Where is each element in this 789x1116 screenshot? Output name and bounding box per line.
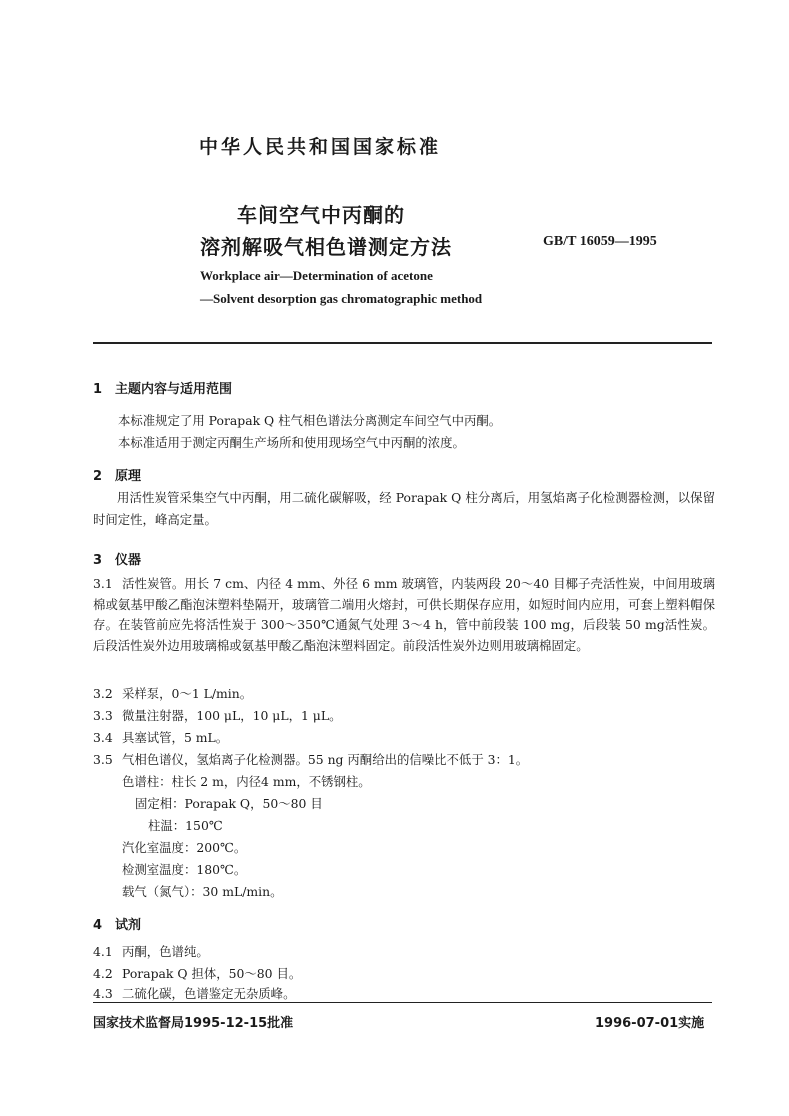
item-number: 3.2 xyxy=(93,686,113,701)
item-text: Porapak Q 担体，50～80 目。 xyxy=(122,966,302,981)
section-number: 1 xyxy=(93,382,103,397)
item-text: 活性炭管。用长 7 cm、内径 4 mm、外径 6 mm 玻璃管，内装两段 20～40 目椰子壳活性炭，中间用玻璃棉或氨基甲酸乙酯泡沫塑料垫隔开，玻璃管二端用火熔封，可供长期保存应用，如短时间内应用，可套上塑料帽保存。在装管前应先将活性炭于 300～350℃通氮气处理 3～4 h，管中前段装 100 mg，后段装 50 mg活性炭。后段活性炭外边用玻璃棉或氨基甲酸乙酯泡沫塑料固定。前段活性炭外边则用玻璃棉固定。 xyxy=(93,576,715,653)
section-title: 主题内容与适用范围 xyxy=(115,382,233,397)
item-3-4 xyxy=(93,728,228,746)
section-number: 2 xyxy=(93,469,103,484)
effective-date: 1996-07-01实施 xyxy=(595,1016,705,1031)
section-1-heading xyxy=(93,378,232,397)
approval-issuer: 国家技术监督局1995-12-15批准 xyxy=(93,1016,294,1031)
item-3-3 xyxy=(93,706,341,724)
item-number: 3.4 xyxy=(93,730,113,745)
item-4-3 xyxy=(93,984,295,1002)
section-1-paragraph-2: 本标准适用于测定丙酮生产场所和使用现场空气中丙酮的浓度。 xyxy=(118,435,465,450)
title-line-2: 溶剂解吸气相色谱测定方法 xyxy=(200,235,452,259)
item-3-2 xyxy=(93,684,252,702)
english-title-line-1: Workplace air—Determination of acetone xyxy=(200,268,433,283)
item-text: 二硫化碳，色谱鉴定无杂质峰。 xyxy=(122,986,296,1001)
item-4-2 xyxy=(93,964,301,982)
section-4-heading xyxy=(93,914,141,933)
section-title: 试剂 xyxy=(115,918,142,933)
section-1-paragraph-1: 本标准规定了用 Porapak Q 柱气相色谱法分离测定车间空气中丙酮。 xyxy=(118,413,502,428)
section-2-paragraph-1: 用活性炭管采集空气中丙酮，用二硫化碳解吸，经 Porapak Q 柱分离后，用氢焰离子化检测器检测，以保留时间定性，峰高定量。 xyxy=(93,490,715,527)
vaporizer-temperature: 汽化室温度：200℃。 xyxy=(122,840,247,855)
item-number: 4.2 xyxy=(93,966,113,981)
item-text: 具塞试管，5 mL。 xyxy=(122,730,229,745)
item-number: 3.3 xyxy=(93,708,113,723)
section-title: 原理 xyxy=(115,469,142,484)
item-3-5 xyxy=(93,750,528,768)
detector-temperature: 检测室温度：180℃。 xyxy=(122,862,247,877)
stationary-phase: 固定相：Porapak Q，50～80 目 xyxy=(135,796,323,811)
section-title: 仪器 xyxy=(115,553,142,568)
national-standard-heading: 中华人民共和国国家标准 xyxy=(199,136,442,158)
header-divider xyxy=(93,342,712,344)
item-text: 采样泵，0～1 L/min。 xyxy=(122,686,253,701)
item-text: 气相色谱仪，氢焰离子化检测器。55 ng 丙酮给出的信噪比不低于 3：1。 xyxy=(122,752,529,767)
item-text: 微量注射器，100 μL，10 μL，1 μL。 xyxy=(122,708,342,723)
item-number: 3.1 xyxy=(93,576,113,591)
column-temperature: 柱温：150℃ xyxy=(148,818,223,833)
item-number: 4.1 xyxy=(93,944,113,959)
section-2-heading xyxy=(93,465,141,484)
column-spec: 色谱柱：柱长 2 m，内径4 mm，不锈钢柱。 xyxy=(122,774,371,789)
item-text: 丙酮，色谱纯。 xyxy=(122,944,209,959)
section-number: 3 xyxy=(93,553,103,568)
carrier-gas: 载气（氮气）：30 mL/min。 xyxy=(122,884,283,899)
standard-number: GB/T 16059—1995 xyxy=(543,234,657,249)
footer-divider xyxy=(93,1002,712,1003)
section-3-heading xyxy=(93,549,141,568)
item-number: 3.5 xyxy=(93,752,113,767)
item-3-1 xyxy=(93,574,715,656)
item-4-1 xyxy=(93,942,209,960)
item-number: 4.3 xyxy=(93,986,113,1001)
title-line-1: 车间空气中丙酮的 xyxy=(237,203,405,227)
english-title-line-2: —Solvent desorption gas chromatographic method xyxy=(200,291,483,306)
section-number: 4 xyxy=(93,918,103,933)
